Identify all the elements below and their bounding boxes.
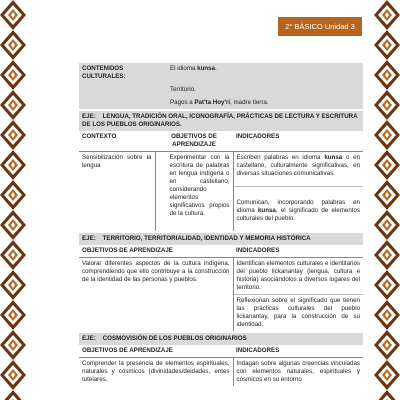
decorative-border-left [0, 0, 26, 400]
contenidos-row-1 [79, 63, 363, 83]
contenidos-row-2 [79, 83, 363, 97]
eje3-objetivo: Comprender la presencia de elementos espirituales, naturales y cósmicos (divinidades/deidades, entes tutelares, [82, 360, 230, 383]
eje1-header-objetivos: OBJETIVOS DE APRENDIZAJE [155, 131, 233, 152]
eje3-header-objetivos: OBJETIVOS DE APRENDIZAJE [79, 345, 233, 358]
contenidos-label: CONTENIDOS CULTURALES: [79, 63, 167, 83]
woven-pattern-right [374, 0, 400, 400]
eje1-contexto: Sensibilización sobre la lengua [82, 154, 152, 169]
eje2-header-objetivos: OBJETIVOS DE APRENDIZAJE [79, 245, 233, 258]
contenidos-item-3: Pagos a Pat'ta Hoy'ri, madre tierra. [167, 97, 363, 109]
contenidos-item-2: Territorio. [167, 83, 363, 97]
eje1-header-contexto: CONTEXTO [79, 131, 155, 152]
eje1-header-indicadores: INDICADORES [233, 131, 363, 152]
decorative-border-right [374, 0, 400, 400]
eje3-header-row [79, 345, 363, 358]
eje1-table [79, 111, 363, 231]
eje2-header-row [79, 245, 363, 258]
eje1-objetivo: Experimentar con la escritura de palabras en lengua indígena o en castellano, considerando elementos significativos propios de la cultura. [155, 152, 233, 232]
eje1-title: EJE: LENGUA, TRADICIÓN ORAL, ICONOGRAFÍA, PRÁCTICAS DE LECTURA Y ESCRITURA DE LOS PUEBLOS ORIGINARIOS. [79, 111, 363, 131]
eje1-indicador-2: Comunican, incorporando palabras en idioma kunsa, el significado de elementos culturales del pueblo. [233, 187, 363, 232]
eje2-title: EJE: TERRITORIO, TERRITORIALIDAD, IDENTIDAD Y MEMORIA HISTÓRICA [79, 233, 363, 245]
eje3-indicador: Indagan sobre algunas creencias vinculadas con elementos naturales, espirituales y cósmicos en su entorno [233, 358, 363, 387]
eje3-header-indicadores: INDICADORES [233, 345, 363, 358]
eje1-indicador-1: Escriben palabras en idioma kunsa o en castellano, culturalmente significativas, en diversas situaciones comunicativas. [233, 152, 363, 187]
contenidos-culturales-table [79, 63, 363, 109]
eje2-header-indicadores: INDICADORES [233, 245, 363, 258]
woven-pattern-left [0, 0, 26, 400]
eje2-indicador-1: Identifican elementos culturales e identitarios del pueblo lickanantay (lengua, cultura e historia) asociándolos a diversos lugares del territorio. [233, 258, 363, 295]
eje3-table [79, 333, 363, 386]
curriculum-sheet [79, 63, 363, 386]
eje2-indicador-2: Reflexionan sobre el significado que tienen las prácticas culturales del pueblo lickanantay, para la construcción de su identidad. [233, 295, 363, 332]
unit-badge: 2° BÁSICO Unidad 3 [278, 17, 362, 36]
contenidos-item-1: El idioma kunsa. [167, 63, 363, 83]
eje2-objetivo: Valorar diferentes aspectos de la cultura indígena, comprendiendo que ello contribuye a la construcción de la identidad de las personas y pueblos. [82, 260, 230, 283]
eje3-title: EJE: COSMOVISIÓN DE LOS PUEBLOS ORIGINARIOS [79, 333, 363, 345]
contenidos-row-3 [79, 97, 363, 109]
eje2-table [79, 233, 363, 331]
eje1-header-row [79, 131, 363, 152]
